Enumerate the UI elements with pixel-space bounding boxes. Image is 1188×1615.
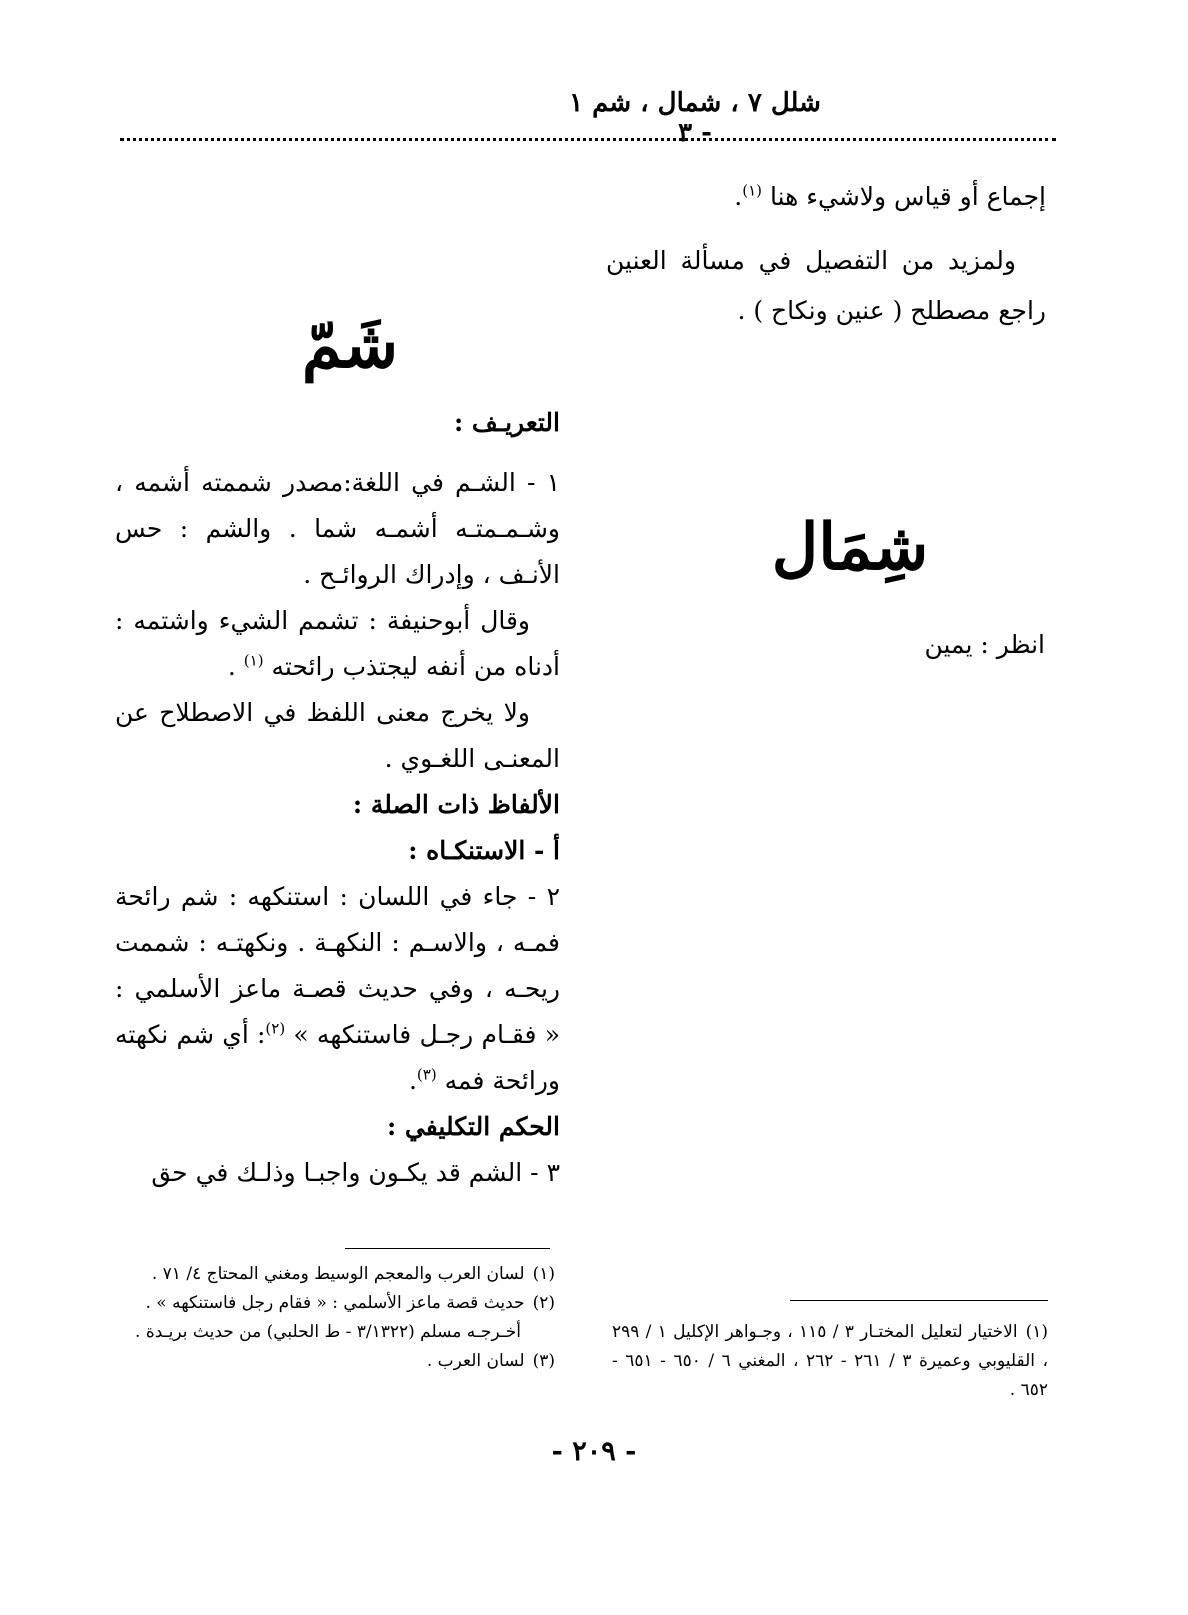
footnote-item [115, 1260, 555, 1289]
running-header: شلل ٧ ، شمال ، شم ١ - ٣ [569, 88, 821, 148]
footnote-rule-left [345, 1248, 550, 1249]
footnote-item [612, 1318, 1048, 1405]
right-column [606, 172, 1046, 336]
footnote-ref: (١) [742, 181, 762, 200]
paragraph-2-end: . [227, 652, 236, 681]
entry-title-shamm: شَمّ [301, 308, 399, 383]
footnote-number: (١) [1025, 1322, 1048, 1342]
paragraph-2 [115, 598, 560, 690]
paragraph-4-end: . [408, 1066, 417, 1095]
paragraph-3: ولا يخرج معنى اللفظ في الاصطلاح عن المعنـى اللغـوي . [115, 698, 560, 773]
paragraph-4-body: ٢ - جاء في اللسان : استنكهه : شم رائحة فمـه ، والاسـم : النكهـة . ونكهتـه : شممت ريحـه ، وفي حديث قصـة ماعز الأسلمي : « فقـام رجـل فاستنكهه » [115, 882, 560, 1049]
continuation-text [606, 172, 1046, 222]
footnote-number: (١) [532, 1264, 555, 1284]
continuation-end: . [734, 182, 743, 211]
more-detail-paragraph: ولمزيد من التفصيل في مسألة العنين راجع مصطلح ( عنين ونكاح ) . [606, 246, 1046, 325]
page-number: - ٢٠٩ - [551, 1436, 637, 1467]
footnotes-left [115, 1260, 555, 1376]
paragraph-1: ١ - الشـم في اللغة:مصدر شممته أشمه ، وشـمـمتـه أشمـه شما . والشم : حس الأنـف ، وإدراك الروائـح . [115, 468, 560, 589]
footnote-ref: (٣) [416, 1065, 437, 1084]
see-also-reference: انظر : يمين [924, 630, 1045, 659]
header-dotted-rule [120, 138, 1056, 141]
footnote-ref: (١) [243, 651, 264, 670]
paragraph-5: ٣ - الشم قد يكـون واجبـا وذلـك في حق [151, 1158, 560, 1187]
continuation-body: إجماع أو قياس ولاشيء هنا [769, 182, 1046, 211]
footnote-text: لسان العرب . [426, 1351, 525, 1371]
footnote-text: لسان العرب والمعجم الوسيط ومغني المحتاج ٤/ ٧١ . [151, 1264, 525, 1284]
footnote-text: حديث قصة ماعز الأسلمي : « فقام رجل فاستنكهه » . [145, 1293, 525, 1313]
definition-heading: التعريـف : [453, 408, 560, 437]
paragraph-4-cont: : أي شم نكهته ورائحة فمه [115, 1020, 560, 1095]
footnote-item [115, 1289, 555, 1318]
footnotes-right [612, 1318, 1048, 1405]
footnote-number: (٢) [532, 1293, 555, 1313]
footnote-item [115, 1347, 555, 1376]
left-column [115, 400, 560, 1196]
footnote-text: الاختيار لتعليل المختـار ٣ / ١١٥ ، وجـواهر الإكليل ١ / ٢٩٩ ، القليوبي وعميرة ٣ / ٢٦١ - ٢٦٢ ، المغني ٦ / ٦٥٠ - ٦٥١ - ٦٥٢ . [612, 1322, 1048, 1400]
footnote-rule-right [790, 1300, 1048, 1301]
subheading-istinkah: أ - الاستنكـاه : [408, 836, 560, 865]
ruling-heading: الحكم التكليفي : [387, 1112, 560, 1141]
paragraph-4 [115, 874, 560, 1104]
paragraph-2-body: وقال أبوحنيفة : تشمم الشيء واشتمه : أدناه من أنفه ليجتذب رائحته [115, 606, 560, 681]
related-terms-heading: الألفاظ ذات الصلة : [352, 790, 560, 819]
footnote-continuation: أخـرجـه مسلم (٣/١٣٢٢ - ط الحلبي) من حديث بريـدة . [135, 1322, 521, 1342]
footnote-ref: (٢) [265, 1019, 286, 1038]
entry-title-shimal: شِمَال [771, 510, 929, 585]
footnote-number: (٣) [532, 1351, 555, 1371]
